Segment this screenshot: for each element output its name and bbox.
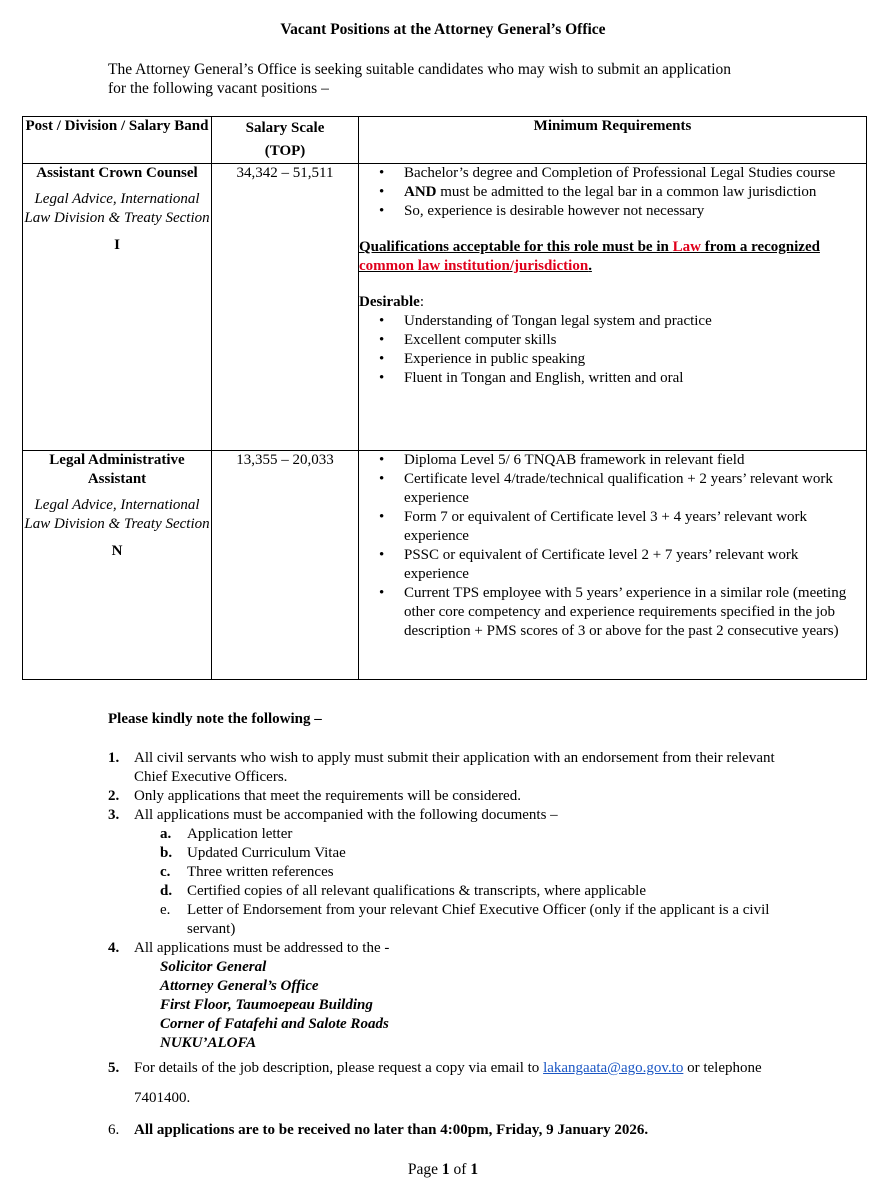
item-text: For details of the job description, please request a copy via email to xyxy=(134,1060,544,1076)
qualification-highlight: Law xyxy=(672,239,701,255)
list-item: • Bachelor’s degree and Completion of Professional Legal Studies course xyxy=(359,164,866,183)
list-item xyxy=(359,183,866,202)
item-text: Only applications that meet the requirements will be considered. xyxy=(134,788,521,804)
list-item: • PSSC or equivalent of Certificate level 2 + 7 years’ relevant work experience xyxy=(359,546,866,584)
table-row xyxy=(23,451,867,680)
list-item xyxy=(134,825,798,844)
intro-paragraph xyxy=(108,60,798,98)
table-row xyxy=(23,164,867,451)
qualification-text: from a recognized xyxy=(700,239,820,255)
item-letter: a. xyxy=(160,826,172,842)
item-text: Three written references xyxy=(187,864,334,880)
salary-band: N xyxy=(111,543,123,559)
post-title: Assistant Crown Counsel xyxy=(36,165,198,181)
intro-line-1: The Attorney General’s Office is seeking suitable candidates who may wish to submit an application xyxy=(108,61,732,78)
mailing-address xyxy=(134,958,798,1053)
list-item xyxy=(108,939,798,1053)
list-item xyxy=(134,901,798,939)
item-text: or telephone 7401400. xyxy=(134,1060,762,1106)
and-label: AND xyxy=(404,184,437,200)
notes-heading: Please kindly note the following – xyxy=(108,711,322,727)
address-line: Corner of Fatafehi and Salote Roads xyxy=(160,1016,389,1032)
notes-list xyxy=(108,749,798,1140)
item-letter: d. xyxy=(160,883,173,899)
list-item: • Experience in public speaking xyxy=(359,350,866,369)
positions-table xyxy=(22,116,867,680)
item-letter: b. xyxy=(160,845,173,861)
item-number: 2. xyxy=(108,788,120,804)
notes-section xyxy=(108,710,798,1140)
list-item: • Diploma Level 5/ 6 TNQAB framework in relevant field xyxy=(359,451,866,470)
header-post: Post / Division / Salary Band xyxy=(23,117,212,164)
header-salary-label: Salary Scale xyxy=(245,120,325,136)
intro-line-2: for the following vacant positions – xyxy=(108,80,329,97)
item-text: All applications must be accompanied with the following documents – xyxy=(134,807,558,823)
list-item xyxy=(108,749,798,787)
post-cell xyxy=(23,451,212,680)
list-item xyxy=(134,882,798,901)
page-footer xyxy=(0,1160,886,1179)
documents-list xyxy=(134,825,798,939)
item-number: 5. xyxy=(108,1060,120,1076)
qualification-text: Qualifications acceptable for this role must be in xyxy=(359,239,673,255)
list-item xyxy=(134,863,798,882)
list-item xyxy=(108,1121,798,1140)
page-number: 1 xyxy=(441,1161,450,1178)
qualification-text: . xyxy=(588,258,592,274)
list-item xyxy=(108,787,798,806)
page-label: Page xyxy=(407,1161,439,1178)
list-item: • Excellent computer skills xyxy=(359,331,866,350)
address-line: Attorney General’s Office xyxy=(160,978,319,994)
post-cell xyxy=(23,164,212,451)
item-number: 3. xyxy=(108,807,120,823)
address-line: Solicitor General xyxy=(160,959,267,975)
item-letter: e. xyxy=(160,902,171,918)
list-item xyxy=(108,1053,798,1113)
header-requirements: Minimum Requirements xyxy=(359,117,867,164)
item-text: Updated Curriculum Vitae xyxy=(187,845,346,861)
qualification-highlight: common law institution/jurisdiction xyxy=(359,258,589,274)
list-item xyxy=(108,806,798,939)
item-text: All civil servants who wish to apply must submit their application with an endorsement from their relevant Chief Executive Officers. xyxy=(134,750,775,785)
header-salary xyxy=(212,117,359,164)
item-text: All applications must be addressed to the - xyxy=(134,940,390,956)
page-of: of xyxy=(453,1161,467,1178)
post-division: Legal Advice, International Law Division & Treaty Section xyxy=(24,497,210,532)
item-number: 6. xyxy=(108,1122,120,1138)
table-header-row xyxy=(23,117,867,164)
header-salary-unit: (TOP) xyxy=(264,143,306,159)
requirements-cell xyxy=(359,451,867,680)
list-item: • Current TPS employee with 5 years’ experience in a similar role (meeting other core competency and experience requirements specified in the job description + PMS scores of 3 or above for the past 2 consecutive years) xyxy=(359,584,866,641)
page-title: Vacant Positions at the Attorney General’s Office xyxy=(280,21,606,38)
list-item: • Form 7 or equivalent of Certificate level 3 + 4 years’ relevant work experience xyxy=(359,508,866,546)
email-link[interactable]: lakangaata@ago.gov.to xyxy=(543,1060,684,1076)
page-total: 1 xyxy=(470,1161,479,1178)
post-title: Legal Administrative Assistant xyxy=(49,452,185,487)
salary-band: I xyxy=(114,237,120,253)
item-text: Letter of Endorsement from your relevant Chief Executive Officer (only if the applicant is a civil servant) xyxy=(187,902,770,937)
list-item xyxy=(134,844,798,863)
item-text: Certified copies of all relevant qualifications & transcripts, where applicable xyxy=(187,883,646,899)
item-letter: c. xyxy=(160,864,171,880)
list-item: • Fluent in Tongan and English, written and oral xyxy=(359,369,866,388)
list-item: • Understanding of Tongan legal system and practice xyxy=(359,312,866,331)
post-division: Legal Advice, International Law Division & Treaty Section xyxy=(24,191,210,226)
requirements-list xyxy=(359,451,866,641)
address-line: NUKU’ALOFA xyxy=(160,1035,257,1051)
list-item: • Certificate level 4/trade/technical qualification + 2 years’ relevant work experience xyxy=(359,470,866,508)
salary-cell: 13,355 – 20,033 xyxy=(212,451,359,680)
address-line: First Floor, Taumoepeau Building xyxy=(160,997,373,1013)
desirable-heading: Desirable: xyxy=(359,294,424,310)
desirable-label: Desirable xyxy=(359,294,420,310)
qualification-note xyxy=(359,238,866,276)
requirements-list xyxy=(359,164,866,221)
desirable-list xyxy=(359,312,866,388)
item-text: Application letter xyxy=(187,826,293,842)
requirements-cell xyxy=(359,164,867,451)
salary-cell: 34,342 – 51,511 xyxy=(212,164,359,451)
item-number: 4. xyxy=(108,940,120,956)
deadline-text: All applications are to be received no later than 4:00pm, Friday, 9 January 2026. xyxy=(134,1122,649,1138)
list-item-text: must be admitted to the legal bar in a common law jurisdiction xyxy=(440,184,817,200)
list-item: • So, experience is desirable however not necessary xyxy=(359,202,866,221)
item-number: 1. xyxy=(108,750,120,766)
